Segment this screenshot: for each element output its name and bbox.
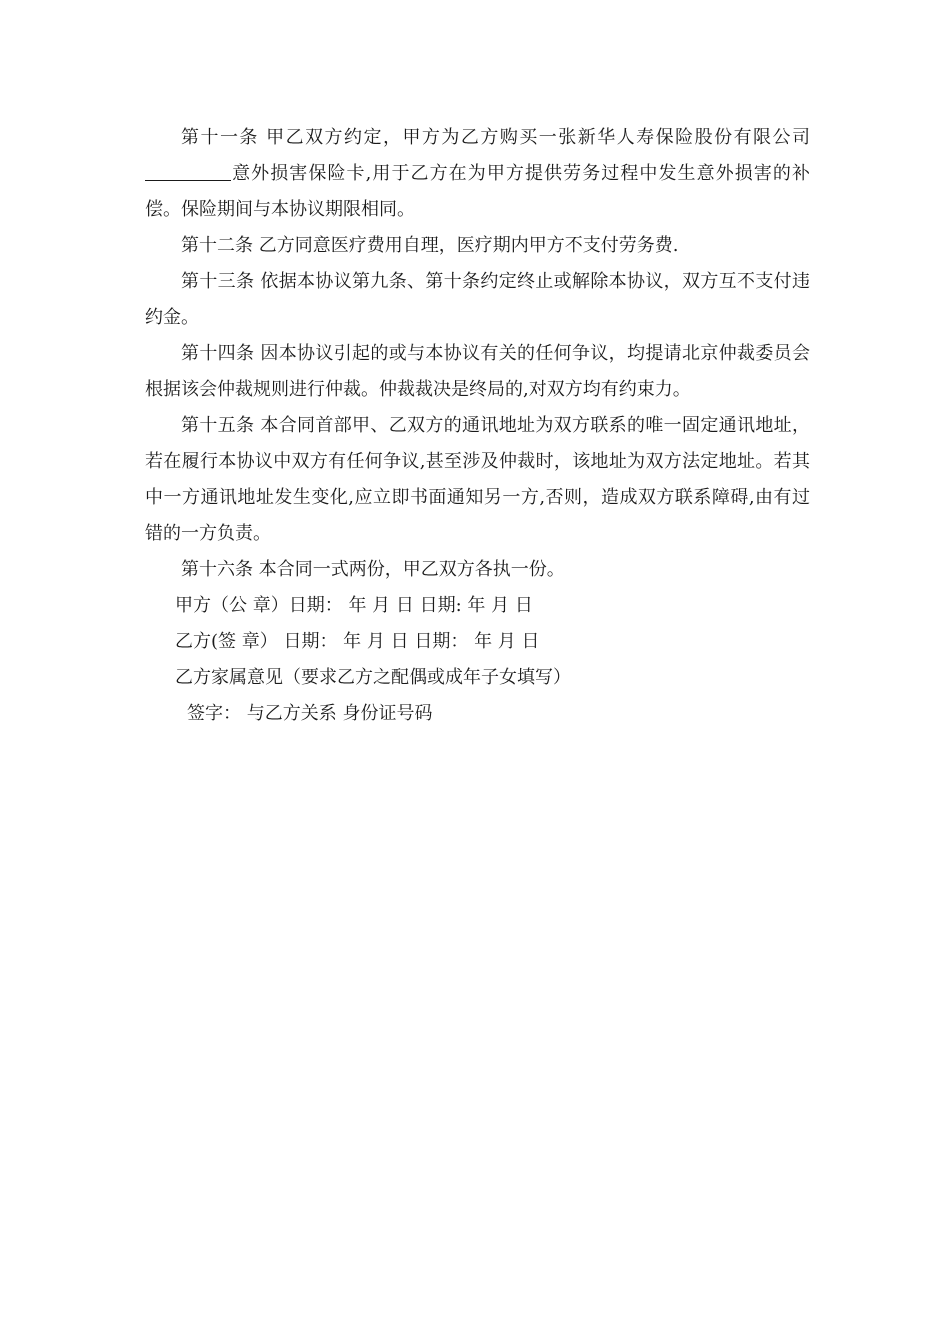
insurance-blank-field — [145, 160, 231, 181]
article-12: 第十二条 乙方同意医疗费用自理，医疗期内甲方不支付劳务费. — [181, 235, 679, 256]
article-11-part-2: 意外损害保险卡,用于乙方在为甲方提供劳务过程中发生意外损害的补偿。保险期间与本协议期限相同。 — [145, 163, 810, 220]
family-opinion-line: 乙方家属意见（要求乙方之配偶或成年子女填写） — [175, 667, 571, 688]
party-a-signature-line: 甲方（公 章）日期： 年 月 日 日期: 年 月 日 — [175, 595, 533, 616]
article-14: 第十四条 因本协议引起的或与本协议有关的任何争议，均提请北京仲裁委员会根据该会仲裁规则进行仲裁。仲裁裁决是终局的,对双方均有约束力。 — [145, 343, 810, 400]
article-15: 第十五条 本合同首部甲、乙双方的通讯地址为双方联系的唯一固定通讯地址，若在履行本协议中双方有任何争议,甚至涉及仲裁时，该地址为双方法定地址。若其中一方通讯地址发生变化,应立即书面通知另一方,否则，造成双方联系障碍,由有过错的一方负责。 — [145, 415, 810, 544]
family-signature-line: 签字： 与乙方关系 身份证号码 — [187, 703, 433, 724]
document-body — [145, 120, 810, 732]
article-16: 第十六条 本合同一式两份，甲乙双方各执一份。 — [181, 559, 565, 580]
article-13: 第十三条 依据本协议第九条、第十条约定终止或解除本协议，双方互不支付违约金。 — [145, 271, 810, 328]
article-11-part-1: 第十一条 甲乙双方约定，甲方为乙方购买一张新华人寿保险股份有限公司 — [181, 127, 810, 148]
party-b-signature-line: 乙方(签 章） 日期： 年 月 日 日期： 年 月 日 — [175, 631, 540, 652]
article-11 — [145, 120, 810, 228]
